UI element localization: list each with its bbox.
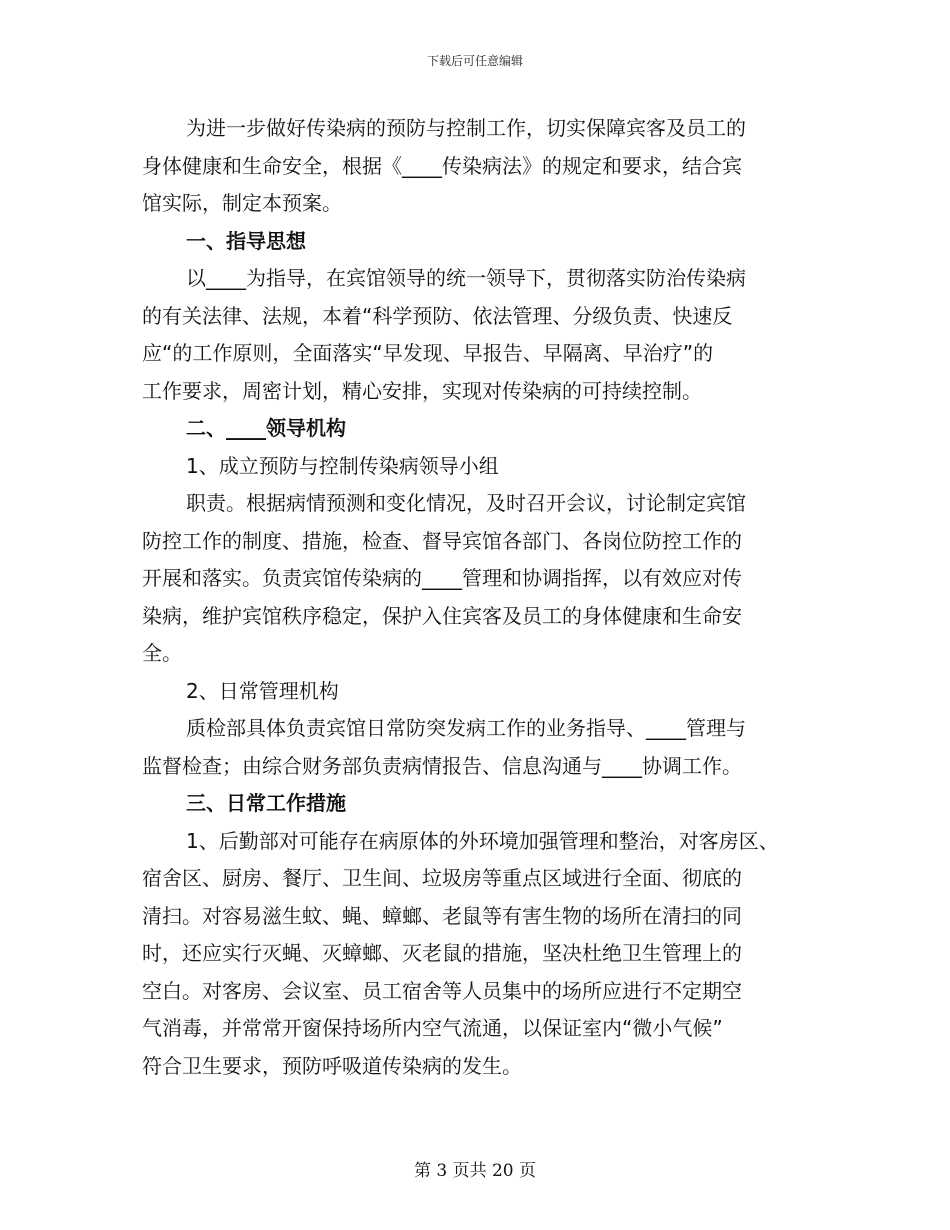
paragraph-line: 宿舍区、厨房、餐厅、卫生间、垃圾房等重点区域进行全面、彻底的 — [142, 866, 742, 890]
document-body — [142, 110, 832, 1085]
paragraph-line: 时，还应实行灭蝇、灭蟑螂、灭老鼠的措施，坚决杜绝卫生管理上的 — [142, 941, 742, 965]
paragraph-line: 开展和落实。负责宾馆传染病的____管理和协调指挥，以有效应对传 — [142, 566, 742, 590]
paragraph-line: 全。 — [142, 641, 182, 665]
paragraph-line: 以____为指导，在宾馆领导的统一领导下，贯彻落实防治传染病 — [186, 266, 746, 290]
paragraph-line: 气消毒，并常常开窗保持场所内空气流通，以保证室内“微小气候” — [142, 1016, 723, 1040]
paragraph-line: 身体健康和生命安全，根据《____传染病法》的规定和要求，结合宾 — [142, 153, 742, 178]
page-footer: 第 3 页共 20 页 — [413, 1161, 537, 1181]
paragraph-line: 为进一步做好传染病的预防与控制工作，切实保障宾客及员工的 — [186, 116, 746, 140]
paragraph-line: 工作要求，周密计划，精心安排，实现对传染病的可持续控制。 — [142, 378, 702, 403]
paragraph-line: 1、后勤部对可能存在病原体的外环境加强管理和整治，对客房区、 — [186, 828, 779, 853]
paragraph-line: 监督检查；由综合财务部负责病情报告、信息沟通与____协调工作。 — [142, 753, 742, 778]
paragraph-line: 符合卫生要求，预防呼吸道传染病的发生。 — [142, 1053, 522, 1078]
paragraph-line: 的有关法律、法规，本着“科学预防、依法管理、分级负责、快速反 — [142, 303, 733, 328]
subsection-heading: 1、成立预防与控制传染病领导小组 — [186, 453, 499, 478]
paragraph-line: 清扫。对容易滋生蚊、蝇、蟑螂、老鼠等有害生物的场所在清扫的同 — [142, 903, 742, 928]
section-heading: 三、日常工作措施 — [186, 791, 346, 815]
paragraph-line: 空白。对客房、会议室、员工宿舍等人员集中的场所应进行不定期空 — [142, 978, 742, 1003]
paragraph-line: 馆实际，制定本预案。 — [142, 191, 342, 215]
section-heading: 二、____领导机构 — [186, 416, 346, 440]
page-header: 下载后可任意编辑 — [426, 54, 523, 68]
paragraph-line: 应“的工作原则，全面落实“早发现、早报告、早隔离、早治疗”的 — [142, 341, 714, 365]
paragraph-line: 防控工作的制度、措施，检查、督导宾馆各部门、各岗位防控工作的 — [142, 528, 742, 553]
paragraph-line: 染病，维护宾馆秩序稳定，保护入住宾客及员工的身体健康和生命安 — [142, 603, 742, 628]
paragraph-line: 职责。根据病情预测和变化情况，及时召开会议，讨论制定宾馆 — [186, 491, 746, 515]
paragraph-line: 质检部具体负责宾馆日常防突发病工作的业务指导、____管理与 — [186, 716, 746, 740]
subsection-heading: 2、日常管理机构 — [186, 678, 339, 703]
section-heading: 一、指导思想 — [186, 228, 306, 253]
